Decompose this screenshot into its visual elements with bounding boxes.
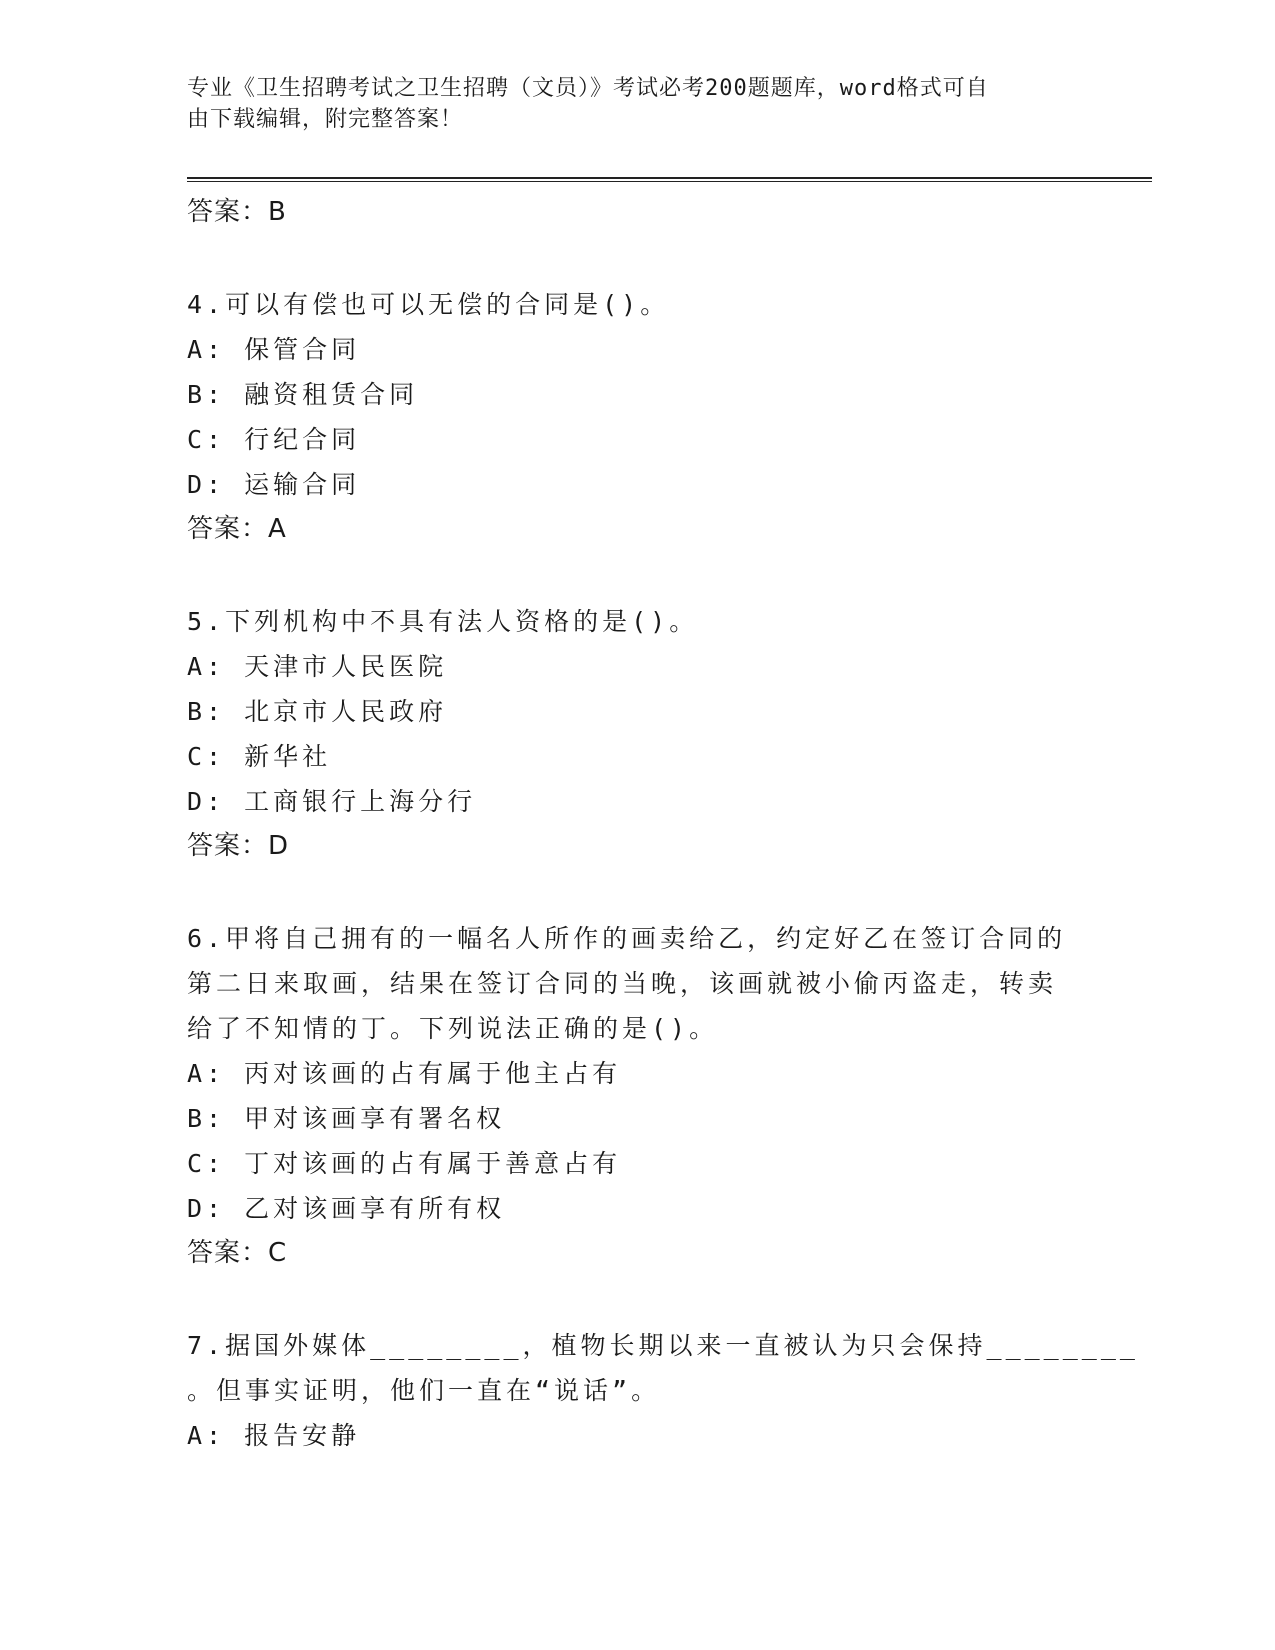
spacer <box>187 552 1087 599</box>
question-4 <box>187 282 1087 552</box>
option-a: A: 保管合同 <box>187 335 361 364</box>
question-stem-line-1: 6.甲将自己拥有的一幅名人所作的画卖给乙，约定好乙在签订合同的 <box>187 924 1067 953</box>
answer-q3: 答案：B <box>187 197 287 227</box>
option-c: C: 丁对该画的占有属于善意占有 <box>187 1149 622 1178</box>
option-b: B: 融资租赁合同 <box>187 380 419 409</box>
header-divider <box>187 177 1152 182</box>
question-stem: 5.下列机构中不具有法人资格的是()。 <box>187 607 699 636</box>
option-b: B: 北京市人民政府 <box>187 697 448 726</box>
spacer <box>187 235 1087 282</box>
option-a: A: 报告安静 <box>187 1421 361 1450</box>
header-line-1: 专业《卫生招聘考试之卫生招聘（文员）》考试必考200题题库，word格式可自 <box>187 76 989 101</box>
question-list <box>187 190 1139 1458</box>
header-line-2: 由下载编辑，附完整答案！ <box>187 107 464 132</box>
option-b: B: 甲对该画享有署名权 <box>187 1104 506 1133</box>
question-stem-line-1: 7.据国外媒体________，植物长期以来一直被认为只会保持________ <box>187 1331 1139 1360</box>
option-c: C: 行纪合同 <box>187 425 361 454</box>
question-stem: 4.可以有偿也可以无偿的合同是()。 <box>187 290 670 319</box>
question-7 <box>187 1323 1139 1458</box>
spacer <box>187 1276 1087 1323</box>
answer-q5: 答案：D <box>187 831 290 861</box>
question-stem-line-2: 。但事实证明，他们一直在“说话”。 <box>187 1376 661 1405</box>
option-a: A: 天津市人民医院 <box>187 652 448 681</box>
question-stem-line-2: 第二日来取画，结果在签订合同的当晚，该画就被小偷丙盗走，转卖 <box>187 969 1058 998</box>
option-a: A: 丙对该画的占有属于他主占有 <box>187 1059 622 1088</box>
answer-q6: 答案：C <box>187 1238 288 1268</box>
spacer <box>187 869 1087 916</box>
question-stem-line-3: 给了不知情的丁。下列说法正确的是()。 <box>187 1014 719 1043</box>
question-5 <box>187 599 1087 869</box>
option-c: C: 新华社 <box>187 742 332 771</box>
option-d: D: 乙对该画享有所有权 <box>187 1194 506 1223</box>
document-header <box>187 73 1087 135</box>
option-d: D: 运输合同 <box>187 470 361 499</box>
answer-q4: 答案：A <box>187 514 287 544</box>
option-d: D: 工商银行上海分行 <box>187 787 477 816</box>
question-6 <box>187 916 1087 1276</box>
